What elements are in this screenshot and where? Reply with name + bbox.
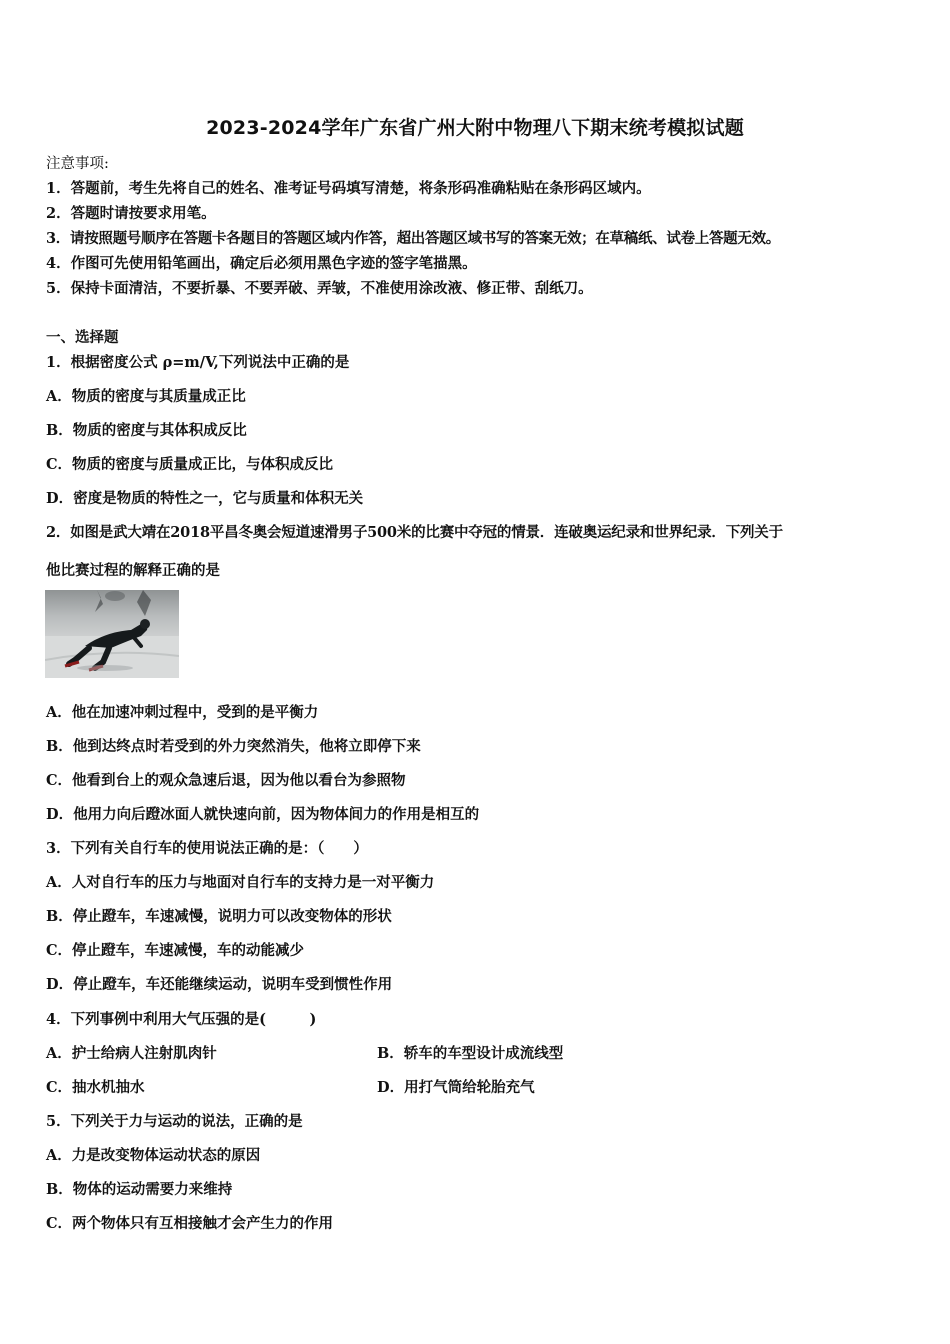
question-4-option-d: D．用打气筒给轮胎充气 [377, 1079, 535, 1096]
question-5-stem: 5．下列关于力与运动的说法，正确的是 [46, 1113, 303, 1130]
question-1-option-d: D．密度是物质的特性之一，它与质量和体积无关 [46, 490, 364, 507]
question-3-option-d: D．停止蹬车，车还能继续运动，说明车受到惯性作用 [46, 976, 393, 993]
notice-heading: 注意事项: [46, 156, 109, 172]
notice-item: 4．作图可先使用铅笔画出，确定后必须用黑色字迹的签字笔描黑。 [46, 255, 477, 272]
notice-item: 2．答题时请按要求用笔。 [46, 205, 216, 222]
question-5-option-a: A．力是改变物体运动状态的原因 [46, 1147, 261, 1164]
question-5-option-c: C．两个物体只有互相接触才会产生力的作用 [46, 1215, 334, 1232]
notice-item: 3．请按照题号顺序在答题卡各题目的答题区域内作答，超出答题区域书写的答案无效；在草稿纸、试卷上答题无效。 [46, 230, 780, 247]
question-4-option-c: C．抽水机抽水 [46, 1079, 145, 1096]
speed-skater-photo [45, 590, 179, 678]
question-2-stem-line1: 2．如图是武大靖在2018平昌冬奥会短道速滑男子500米的比赛中夺冠的情景．连破奥运纪录和世界纪录．下列关于 [46, 524, 783, 541]
question-1-option-a: A．物质的密度与其质量成正比 [46, 388, 246, 405]
section-heading: 一、选择题 [46, 329, 119, 346]
question-5-option-b: B．物体的运动需要力来维持 [46, 1181, 233, 1198]
question-2-option-d: D．他用力向后蹬冰面人就快速向前，因为物体间力的作用是相互的 [46, 806, 480, 823]
question-2-option-c: C．他看到台上的观众急速后退，因为他以看台为参照物 [46, 772, 406, 789]
question-1-stem: 1．根据密度公式 ρ=m/V,下列说法中正确的是 [46, 354, 350, 371]
question-3-option-a: A．人对自行车的压力与地面对自行车的支持力是一对平衡力 [46, 874, 435, 891]
question-4-option-a: A．护士给病人注射肌肉针 [46, 1045, 217, 1062]
notice-item: 5．保持卡面清洁，不要折暴、不要弄破、弄皱，不准使用涂改液、修正带、刮纸刀。 [46, 280, 593, 297]
question-3-stem: 3．下列有关自行车的使用说法正确的是：（ ） [46, 840, 368, 857]
question-4-stem: 4．下列事例中利用大气压强的是( ) [46, 1011, 317, 1028]
question-4-option-b: B．轿车的车型设计成流线型 [377, 1045, 564, 1062]
question-1-option-b: B．物质的密度与其体积成反比 [46, 422, 247, 439]
notice-item: 1．答题前，考生先将自己的姓名、准考证号码填写清楚，将条形码准确粘贴在条形码区域内。 [46, 180, 651, 197]
question-1-option-c: C．物质的密度与质量成正比，与体积成反比 [46, 456, 334, 473]
question-3-option-b: B．停止蹬车，车速减慢，说明力可以改变物体的形状 [46, 908, 392, 925]
question-2-option-b: B．他到达终点时若受到的外力突然消失，他将立即停下来 [46, 738, 421, 755]
question-3-option-c: C．停止蹬车，车速减慢，车的动能减少 [46, 942, 305, 959]
page-title: 2023-2024学年广东省广州大附中物理八下期末统考模拟试题 [206, 117, 744, 139]
question-2-stem-line2: 他比赛过程的解释正确的是 [46, 562, 220, 579]
question-2-option-a: A．他在加速冲刺过程中，受到的是平衡力 [46, 704, 319, 721]
